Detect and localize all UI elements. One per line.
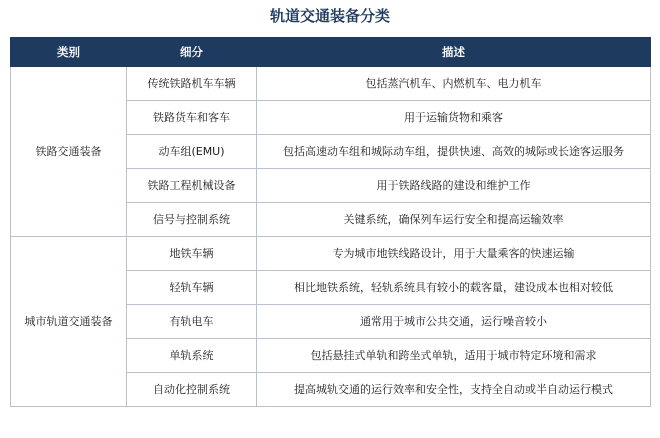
classification-table	[10, 37, 651, 407]
category-railway: 铁路交通装备	[11, 67, 127, 237]
header-subcategory: 细分	[127, 38, 257, 67]
subcategory-cell: 铁路工程机械设备	[127, 169, 257, 203]
table-row	[11, 237, 651, 271]
table-row	[11, 67, 651, 101]
subcategory-cell: 自动化控制系统	[127, 373, 257, 407]
description-cell: 包括高速动车组和城际动车组，提供快速、高效的城际或长途客运服务	[257, 135, 651, 169]
description-cell: 包括悬挂式单轨和跨坐式单轨，适用于城市特定环境和需求	[257, 339, 651, 373]
subcategory-cell: 有轨电车	[127, 305, 257, 339]
subcategory-cell: 轻轨车辆	[127, 271, 257, 305]
description-cell: 相比地铁系统，轻轨系统具有较小的载客量，建设成本也相对较低	[257, 271, 651, 305]
description-cell: 关键系统，确保列车运行安全和提高运输效率	[257, 203, 651, 237]
header-description: 描述	[257, 38, 651, 67]
table-header-row	[11, 38, 651, 67]
header-category: 类别	[11, 38, 127, 67]
description-cell: 用于运输货物和乘客	[257, 101, 651, 135]
description-cell: 包括蒸汽机车、内燃机车、电力机车	[257, 67, 651, 101]
category-urban-rail: 城市轨道交通装备	[11, 237, 127, 407]
page-title: 轨道交通装备分类	[269, 7, 390, 25]
subcategory-cell: 单轨系统	[127, 339, 257, 373]
description-cell: 用于铁路线路的建设和维护工作	[257, 169, 651, 203]
description-cell: 专为城市地铁线路设计，用于大量乘客的快速运输	[257, 237, 651, 271]
description-cell: 通常用于城市公共交通，运行噪音较小	[257, 305, 651, 339]
subcategory-cell: 传统铁路机车车辆	[127, 67, 257, 101]
subcategory-cell: 信号与控制系统	[127, 203, 257, 237]
subcategory-cell: 动车组(EMU)	[127, 135, 257, 169]
subcategory-cell: 地铁车辆	[127, 237, 257, 271]
description-cell: 提高城轨交通的运行效率和安全性，支持全自动或半自动运行模式	[257, 373, 651, 407]
subcategory-cell: 铁路货车和客车	[127, 101, 257, 135]
